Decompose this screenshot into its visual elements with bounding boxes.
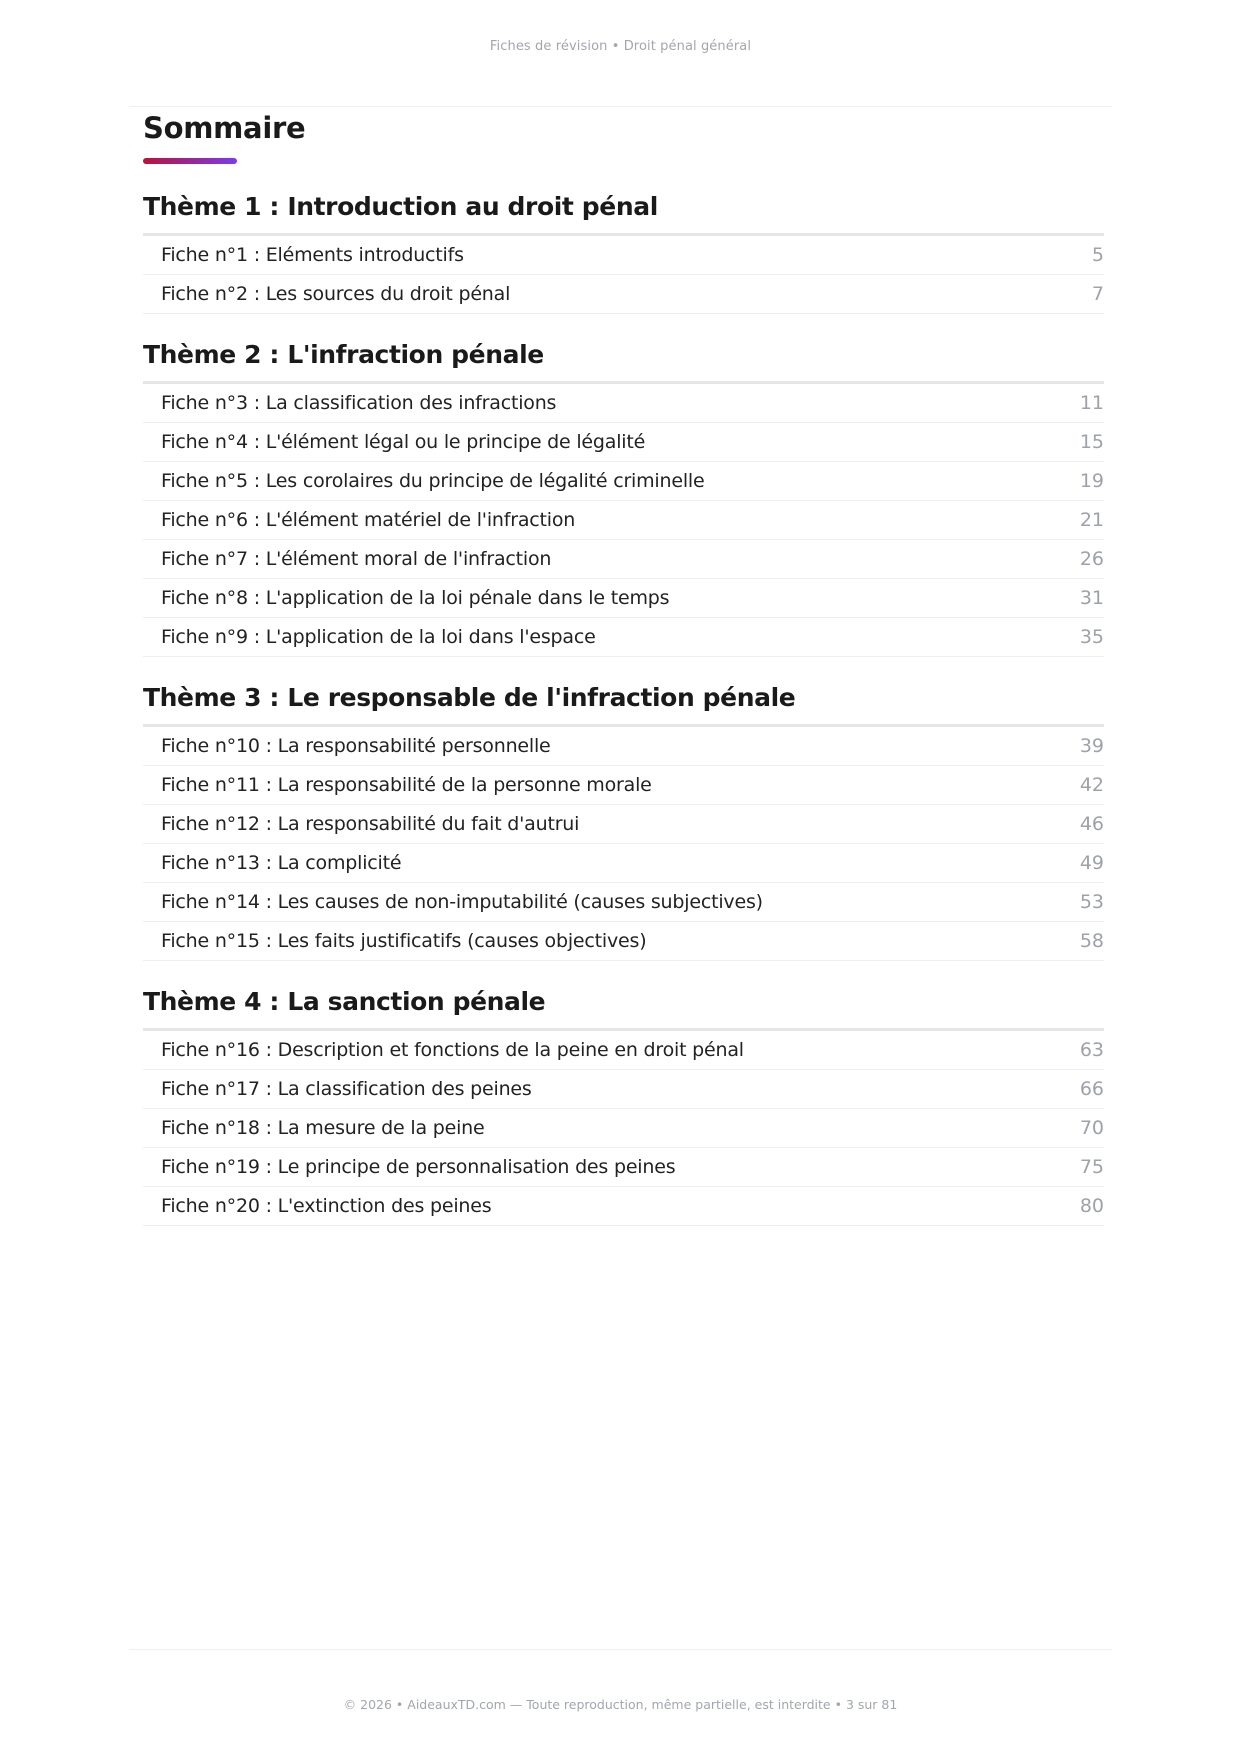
toc-entry[interactable] [143,1031,1104,1070]
footer-divider [129,1649,1112,1650]
toc-entry-page-number: 5 [1091,244,1104,266]
toc-entry[interactable] [143,423,1104,462]
theme-title: Thème 2 : L'infraction pénale [143,337,1104,384]
toc-entry-page-number: 49 [1079,852,1104,874]
theme-section-2 [143,337,1104,657]
theme-section-4 [143,984,1104,1226]
toc-entry[interactable] [143,501,1104,540]
toc-entry-page-number: 39 [1079,735,1104,757]
toc-entry[interactable] [143,1109,1104,1148]
toc-entry[interactable] [143,384,1104,423]
toc-entry[interactable] [143,766,1104,805]
toc-entry-page-number: 66 [1079,1078,1104,1100]
toc-entry-label: Fiche n°6 : L'élément matériel de l'infraction [161,509,576,531]
toc-entry[interactable] [143,1148,1104,1187]
toc-entry-page-number: 11 [1079,392,1104,414]
page-footer: © 2026 • AideauxTD.com — Toute reproduction, même partielle, est interdite • 3 sur 81 [343,1697,898,1712]
toc-entry[interactable] [143,236,1104,275]
toc-entry[interactable] [143,579,1104,618]
theme-entry-list [143,1031,1104,1226]
toc-entry[interactable] [143,462,1104,501]
toc-entry-page-number: 19 [1079,470,1104,492]
running-header: Fiches de révision • Droit pénal général [489,39,752,54]
theme-entry-list [143,236,1104,314]
toc-entry-label: Fiche n°1 : Eléments introductifs [161,244,464,266]
toc-entry[interactable] [143,540,1104,579]
toc-entry-label: Fiche n°5 : Les corolaires du principe de légalité criminelle [161,470,705,492]
header-divider [129,106,1112,107]
toc-entry-label: Fiche n°4 : L'élément légal ou le principe de légalité [161,431,646,453]
toc-entry[interactable] [143,618,1104,657]
theme-entry-list [143,727,1104,961]
toc-entry-page-number: 80 [1079,1195,1104,1217]
toc-entry-page-number: 70 [1079,1117,1104,1139]
toc-entry[interactable] [143,1070,1104,1109]
toc-entry[interactable] [143,883,1104,922]
theme-title: Thème 1 : Introduction au droit pénal [143,189,1104,236]
toc-entry-label: Fiche n°20 : L'extinction des peines [161,1195,492,1217]
toc-entry-label: Fiche n°18 : La mesure de la peine [161,1117,485,1139]
toc-entry-label: Fiche n°13 : La complicité [161,852,402,874]
toc-entry-page-number: 35 [1079,626,1104,648]
toc-entry-label: Fiche n°14 : Les causes de non-imputabilité (causes subjectives) [161,891,763,913]
title-accent-bar [143,158,237,164]
toc-entry-label: Fiche n°8 : L'application de la loi pénale dans le temps [161,587,670,609]
toc-entry-page-number: 31 [1079,587,1104,609]
toc-entry-page-number: 58 [1079,930,1104,952]
toc-entry-page-number: 42 [1079,774,1104,796]
toc-entry[interactable] [143,844,1104,883]
toc-entry-label: Fiche n°12 : La responsabilité du fait d'autrui [161,813,580,835]
toc-entry-page-number: 26 [1079,548,1104,570]
toc-entry-label: Fiche n°10 : La responsabilité personnelle [161,735,551,757]
page-title: Sommaire [143,111,306,145]
theme-entry-list [143,384,1104,657]
toc-entry[interactable] [143,727,1104,766]
toc-entry-label: Fiche n°15 : Les faits justificatifs (causes objectives) [161,930,647,952]
toc-entry[interactable] [143,275,1104,314]
toc-entry-page-number: 75 [1079,1156,1104,1178]
toc-entry-label: Fiche n°16 : Description et fonctions de la peine en droit pénal [161,1039,744,1061]
toc-entry-page-number: 63 [1079,1039,1104,1061]
table-of-contents [143,108,1104,1226]
toc-entry-page-number: 53 [1079,891,1104,913]
theme-section-3 [143,680,1104,961]
theme-title: Thème 3 : Le responsable de l'infraction pénale [143,680,1104,727]
toc-entry[interactable] [143,805,1104,844]
toc-entry-page-number: 21 [1079,509,1104,531]
toc-entry-page-number: 46 [1079,813,1104,835]
toc-entry-page-number: 7 [1091,283,1104,305]
theme-section-1 [143,189,1104,314]
toc-entry-label: Fiche n°2 : Les sources du droit pénal [161,283,511,305]
toc-entry-page-number: 15 [1079,431,1104,453]
theme-title: Thème 4 : La sanction pénale [143,984,1104,1031]
toc-entry-label: Fiche n°9 : L'application de la loi dans l'espace [161,626,596,648]
toc-entry[interactable] [143,922,1104,961]
toc-entry-label: Fiche n°3 : La classification des infractions [161,392,557,414]
toc-entry-label: Fiche n°7 : L'élément moral de l'infraction [161,548,552,570]
toc-entry-label: Fiche n°11 : La responsabilité de la personne morale [161,774,652,796]
toc-entry[interactable] [143,1187,1104,1226]
toc-entry-label: Fiche n°17 : La classification des peines [161,1078,532,1100]
toc-entry-label: Fiche n°19 : Le principe de personnalisation des peines [161,1156,676,1178]
